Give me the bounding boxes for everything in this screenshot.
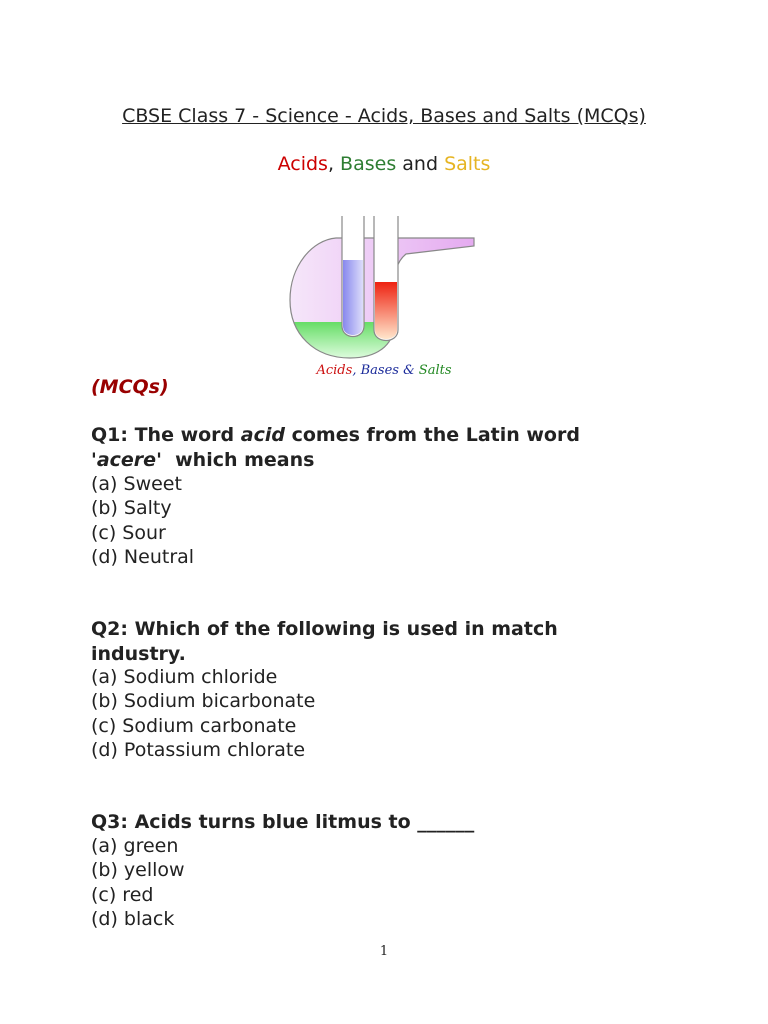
illustration-label-bases: Bases bbox=[360, 363, 399, 378]
option: (b) Sodium bicarbonate bbox=[91, 690, 316, 713]
question-1-quote-open: ' bbox=[91, 448, 97, 471]
question-2: Q2: Which of the following is used in match industry. bbox=[91, 618, 558, 665]
mcq-heading: (MCQs) bbox=[91, 376, 169, 398]
subtitle-bases: Bases bbox=[340, 153, 397, 175]
subtitle-acids: Acids bbox=[277, 153, 328, 175]
option: (a) Sodium chloride bbox=[91, 666, 278, 688]
subtitle-comma: , bbox=[327, 153, 334, 175]
option: (b) Salty bbox=[91, 497, 172, 520]
question-1-text-pre: Q1: The word bbox=[91, 424, 241, 446]
illustration-label-amp: & bbox=[403, 363, 415, 378]
question-2-options bbox=[91, 665, 315, 762]
page-number: 1 bbox=[379, 944, 389, 959]
question-1-options bbox=[91, 472, 194, 569]
subtitle-salts: Salts bbox=[444, 153, 491, 175]
question-1-text-post: comes from the Latin word bbox=[284, 424, 580, 446]
option: (c) Sour bbox=[91, 521, 166, 544]
acids-bases-salts-illustration bbox=[286, 214, 482, 382]
option: (d) Neutral bbox=[91, 545, 195, 568]
option: (a) green bbox=[91, 835, 179, 857]
illustration-label-comma: , bbox=[352, 363, 357, 378]
subtitle-and: and bbox=[402, 153, 439, 175]
beaker-test-tubes-icon bbox=[286, 214, 482, 382]
svg-text:Acids, Bases & bbox=[315, 363, 451, 378]
subtitle bbox=[0, 152, 768, 176]
option: (a) Sweet bbox=[91, 473, 182, 495]
option: (c) red bbox=[91, 883, 154, 906]
question-1-text-end: which means bbox=[161, 448, 315, 471]
illustration-label-acids: Acids bbox=[316, 363, 353, 378]
illustration-label-salts: Salts bbox=[418, 363, 452, 378]
question-1-emphasis-acid: acid bbox=[240, 424, 285, 446]
option: (b) yellow bbox=[91, 859, 185, 882]
question-1-emphasis-acere: acere bbox=[96, 448, 157, 471]
option: (d) Potassium chlorate bbox=[91, 738, 306, 761]
option: (c) Sodium carbonate bbox=[91, 714, 297, 737]
question-1-quote-close: ' bbox=[156, 448, 162, 471]
question-3: Q3: Acids turns blue litmus to ______ bbox=[91, 811, 475, 833]
question-1 bbox=[91, 423, 651, 472]
page-title: CBSE Class 7 - Science - Acids, Bases and Salts (MCQs) bbox=[122, 105, 646, 127]
option: (d) black bbox=[91, 907, 175, 930]
question-3-options bbox=[91, 834, 185, 931]
